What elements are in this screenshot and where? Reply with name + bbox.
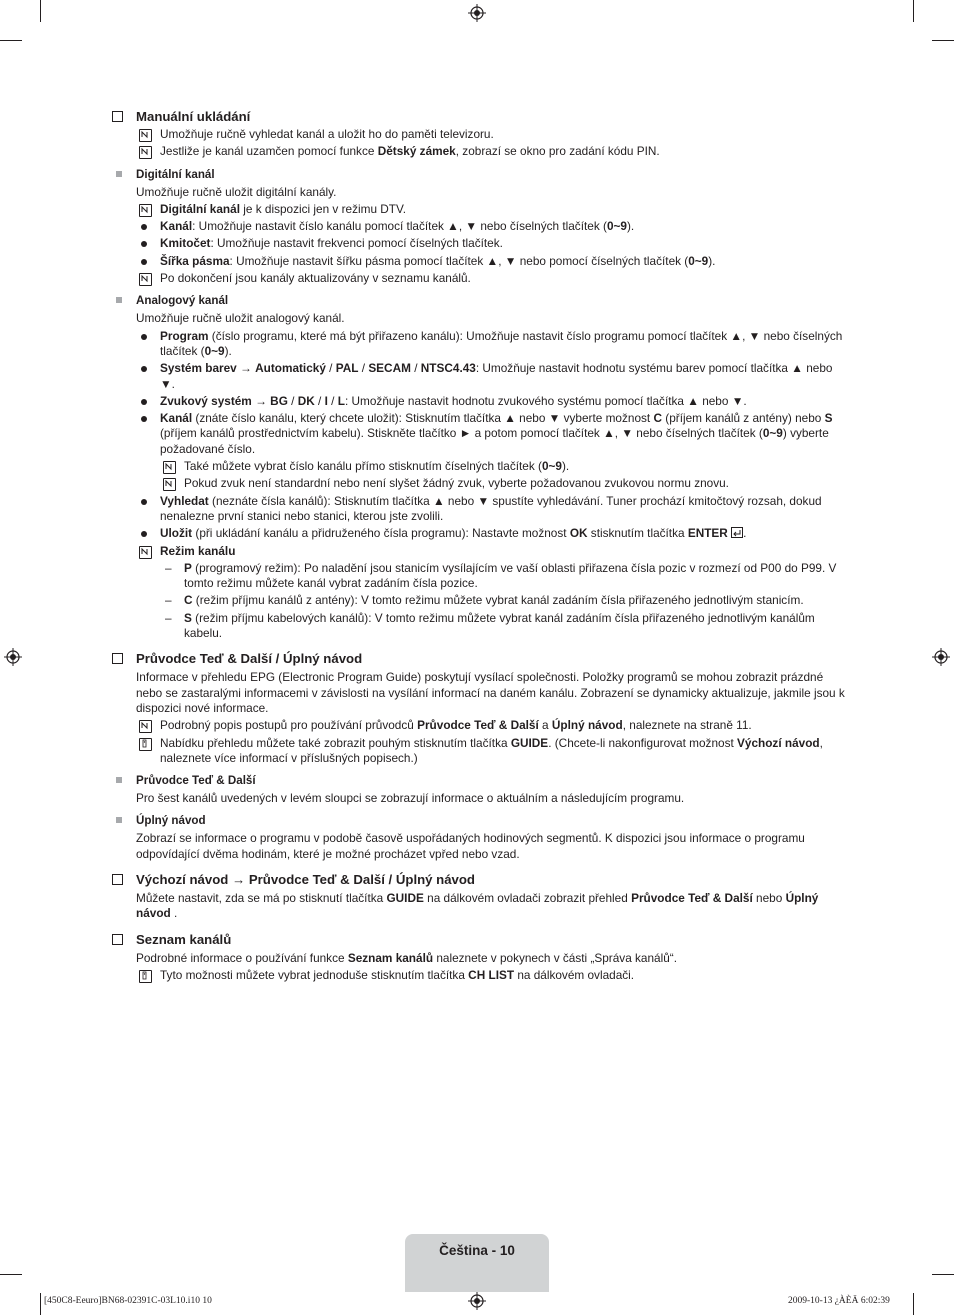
- note-icon: [139, 273, 152, 286]
- note-row: Digitální kanál je k dispozici jen v režimu DTV.: [110, 202, 845, 217]
- print-slug-left: [450C8-Eeuro]BN68-02391C-03L10.i10 10: [44, 1296, 212, 1306]
- section-title-guide: Průvodce Teď & Další / Úplný návod: [110, 650, 845, 667]
- note-icon: [139, 204, 152, 217]
- note-row: Umožňuje ručně vyhledat kanál a uložit ho do paměti televizoru.: [110, 127, 845, 142]
- page-number: Čeština - 10: [439, 1243, 515, 1258]
- bullet-row: Systém barev → Automatický / PAL / SECAM / NTSC4.43: Umožňuje nastavit hodnotu systému barev pomocí tlačítka ▲ nebo ▼.: [110, 361, 845, 392]
- section-title-default-guide: Výchozí návod → Průvodce Teď & Další / Úplný návod: [110, 871, 845, 888]
- paragraph: Umožňuje ručně uložit digitální kanály.: [136, 184, 337, 199]
- bullet-icon: [141, 334, 147, 340]
- bullet-icon: [141, 259, 147, 265]
- bullet-icon: [141, 531, 147, 537]
- note-row: Jestliže je kanál uzamčen pomocí funkce Dětský zámek, zobrazí se okno pro zadání kódu PIN.: [110, 144, 845, 159]
- remote-note-row: Nabídku přehledu můžete také zobrazit pouhým stisknutím tlačítka GUIDE. (Chcete-li nakonfigurovat možnost Výchozí návod, naleznete více informací v příslušných popisech.): [110, 736, 845, 767]
- enter-icon: [731, 527, 743, 538]
- bullet-icon: [141, 399, 147, 405]
- note-row: Také můžete vybrat číslo kanálu přímo stisknutím číselných tlačítek (0~9).: [110, 459, 845, 474]
- paragraph: Můžete nastavit, zda se má po stisknutí tlačítka GUIDE na dálkovém ovladači zobrazit přehled Průvodce Teď & Další nebo Úplný návod .: [136, 890, 819, 921]
- note-row: Po dokončení jsou kanály aktualizovány v seznamu kanálů.: [110, 271, 845, 286]
- dash-row: – C (režim příjmu kanálů z antény): V tomto režimu můžete vybrat kanál zadáním čísla přiřazeného jednotlivým stanicím.: [165, 593, 804, 608]
- subsection-full-guide: Úplný návod: [110, 813, 845, 828]
- note-icon: [163, 478, 176, 491]
- bullet-row: Kmitočet: Umožňuje nastavit frekvenci pomocí číselných tlačítek.: [110, 236, 845, 251]
- print-slug-right: 2009-10-13 ¿ÀÈÄ 6:02:39: [788, 1296, 890, 1306]
- crop-mark: [913, 1293, 914, 1315]
- dash-row: – S (režim příjmu kabelových kanálů): V tomto režimu můžete vybrat kanál zadáním čísla přiřazeného jednotlivým kanálům kabelu.: [165, 610, 815, 641]
- bullet-square-icon: [116, 777, 122, 783]
- subsection-now-next: Průvodce Teď & Další: [110, 773, 845, 788]
- crop-mark: [40, 0, 41, 22]
- note-row: Podrobný popis postupů pro používání průvodců Průvodce Teď & Další a Úplný návod, naleznete na straně 11.: [110, 718, 845, 733]
- remote-icon: [139, 738, 152, 751]
- bullet-icon: [141, 224, 147, 230]
- note-icon: [139, 546, 152, 559]
- bullet-row: Kanál: Umožňuje nastavit číslo kanálu pomocí tlačítek ▲, ▼ nebo číselných tlačítek (0~9).: [110, 219, 845, 234]
- paragraph: Podrobné informace o používání funkce Seznam kanálů naleznete v pokynech v části „Správa kanálů“.: [136, 950, 677, 965]
- remote-icon: [139, 970, 152, 983]
- paragraph: Pro šest kanálů uvedených v levém sloupci se zobrazují informace o aktuálním a následujícím programu.: [136, 791, 685, 806]
- section-title-manual-store: Manuální ukládání: [110, 108, 845, 125]
- checkbox-icon: [112, 934, 123, 945]
- registration-mark-icon: [932, 648, 950, 666]
- checkbox-icon: [112, 111, 123, 122]
- bullet-row: Kanál (znáte číslo kanálu, který chcete uložit): Stisknutím tlačítka ▲ nebo ▼ vyberte možnost C (příjem kanálů z antény) nebo S (příjem kanálů prostřednictvím kabelu). Stiskněte tlačítko ► a potom pomocí tlačítek ▲, ▼ nebo číselných tlačítek (0~9) vyberte požadované číslo.: [110, 411, 845, 457]
- paragraph: Zobrazí se informace o programu v podobě časově uspořádaných hodinových segmentů. K dispozici jsou informace o programu odpovídající dvěma hodinám, které je možné procházet vpřed nebo vzad.: [136, 831, 805, 861]
- crop-mark: [0, 1274, 22, 1275]
- bullet-icon: [141, 366, 147, 372]
- bullet-square-icon: [116, 817, 122, 823]
- page-number-tab: [405, 1234, 549, 1292]
- registration-mark-icon: [4, 648, 22, 666]
- crop-mark: [932, 40, 954, 41]
- registration-mark-icon: [468, 1292, 486, 1310]
- bullet-icon: [141, 241, 147, 247]
- crop-mark: [0, 40, 22, 41]
- note-icon: [139, 720, 152, 733]
- bullet-row: Vyhledat (neznáte čísla kanálů): Stisknutím tlačítka ▲ nebo ▼ spustíte vyhledávání. Tuner prochází kmitočtový rozsah, dokud nenalezne první stanici nebo stanici, kterou jste zvolili.: [110, 494, 845, 525]
- note-row: Režim kanálu: [110, 544, 845, 559]
- bullet-icon: [141, 416, 147, 422]
- checkbox-icon: [112, 653, 123, 664]
- remote-note-row: Tyto možnosti můžete vybrat jednoduše stisknutím tlačítka CH LIST na dálkovém ovladači.: [110, 968, 845, 983]
- page-content: [110, 108, 845, 983]
- crop-mark: [40, 1293, 41, 1315]
- crop-mark: [932, 1274, 954, 1275]
- bullet-row: Program (číslo programu, které má být přiřazeno kanálu): Umožňuje nastavit číslo programu pomocí tlačítek ▲, ▼ nebo číselných tlačítek (0~9).: [110, 329, 845, 360]
- bullet-row: Šířka pásma: Umožňuje nastavit šířku pásma pomocí tlačítek ▲, ▼ nebo pomocí číselných tlačítek (0~9).: [110, 254, 845, 269]
- bullet-square-icon: [116, 171, 122, 177]
- subsection-digital: Digitální kanál: [110, 167, 845, 182]
- subsection-analog: Analogový kanál: [110, 293, 845, 308]
- crop-mark: [913, 0, 914, 22]
- section-title-channel-list: Seznam kanálů: [110, 931, 845, 948]
- dash-row: – P (programový režim): Po naladění jsou stanicím vysílajícím ve vaší oblasti přiřazena čísla pozic v rozmezí od P00 do P99. V tomto režimu můžete kanál vybrat zadáním čísla pozice.: [165, 560, 837, 591]
- bullet-icon: [141, 499, 147, 505]
- paragraph: Umožňuje ručně uložit analogový kanál.: [136, 311, 345, 326]
- registration-mark-icon: [468, 4, 486, 22]
- bullet-row: Uložit (při ukládání kanálu a přidruženého čísla programu): Nastavte možnost OK stisknutím tlačítka ENTER .: [110, 526, 845, 541]
- bullet-square-icon: [116, 297, 122, 303]
- checkbox-icon: [112, 874, 123, 885]
- note-row: Pokud zvuk není standardní nebo není slyšet žádný zvuk, vyberte požadovanou zvukovou normu znovu.: [110, 476, 845, 491]
- note-icon: [163, 461, 176, 474]
- bullet-row: Zvukový systém → BG / DK / I / L: Umožňuje nastavit hodnotu zvukového systému pomocí tlačítka ▲ nebo ▼.: [110, 394, 845, 409]
- paragraph: Informace v přehledu EPG (Electronic Program Guide) poskytují vysílací společnosti. Položky programů se mohou zobrazit prázdné nebo se zastaralými informacemi v závislosti na vysílání informací na daném kanálu. Zobrazení se dynamicky aktualizuje, jakmile jsou k dispozici nové informace.: [136, 670, 845, 715]
- note-icon: [139, 129, 152, 142]
- note-icon: [139, 146, 152, 159]
